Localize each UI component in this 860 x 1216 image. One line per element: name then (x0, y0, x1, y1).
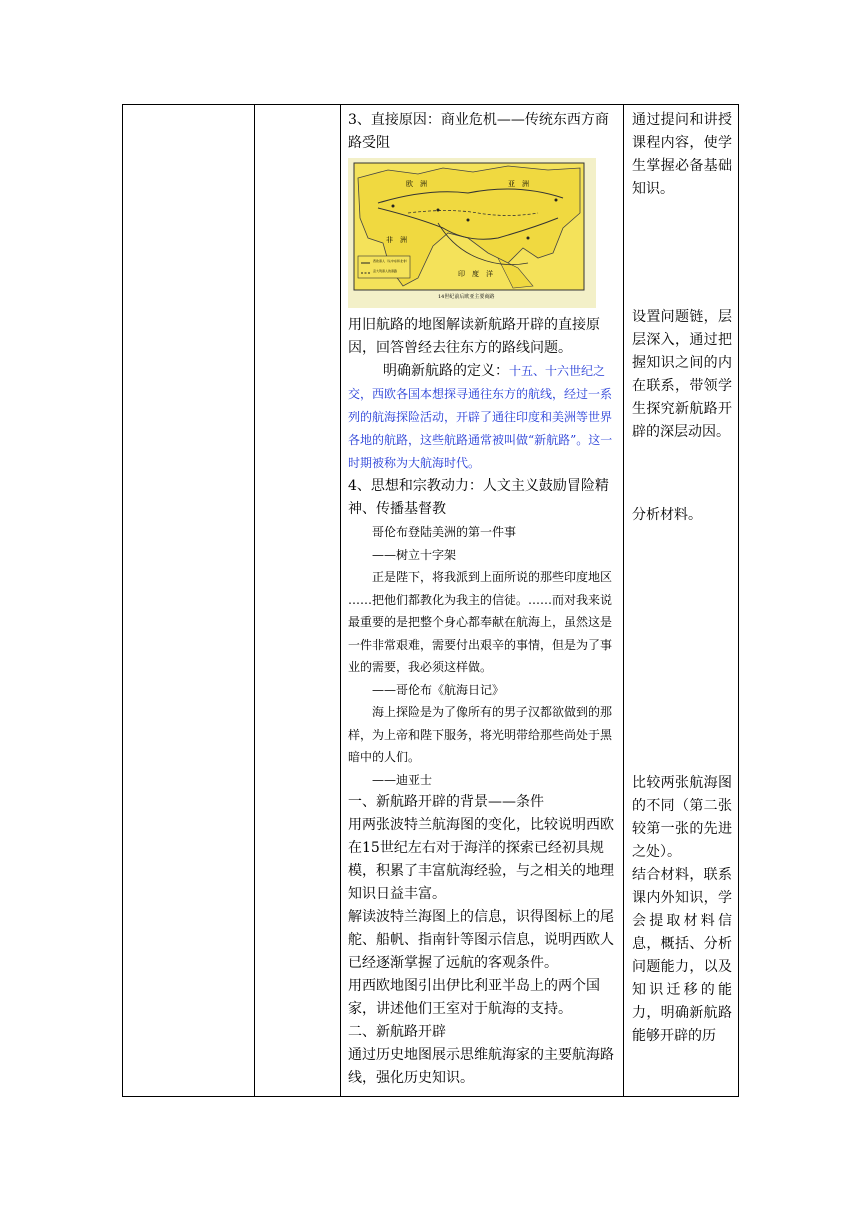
empty-cell-2 (255, 105, 341, 1097)
trade-route-map-graphic (348, 158, 596, 308)
section-2-paragraph: 通过历史地图展示思维航海家的主要航海路线，强化历史知识。 (348, 1047, 614, 1086)
definition-paragraph (348, 360, 618, 475)
note-1: 通过提问和讲授课程内容，使学生掌握必备基础知识。 (632, 112, 732, 197)
definition-text: 十五、十六世纪之交，西欧各国本想探寻通往东方的航线，经过一系列的航海探险活动，开辟了通往印度和美洲等世界各地的航路，这些航路通常被叫做“新航路”。这一时期被称为大航海时代。 (348, 364, 613, 470)
map-reading-text: 用旧航路的地图解读新航路开辟的直接原因，回答曾经去往东方的路线问题。 (348, 317, 600, 356)
table-row (123, 105, 739, 1097)
quote-3-source: ——迪亚士 (372, 772, 433, 787)
section-1-paragraph-a: 用两张波特兰航海图的变化，比较说明西欧在15世纪左右对于海洋的探索已经初具规模，积累了丰富航海经验，与之相关的地理知识日益丰富。 (348, 817, 614, 902)
map-label-africa: 非 洲 (386, 236, 407, 244)
quote-1-title: 哥伦布登陆美洲的第一件事 (372, 525, 517, 539)
map-legend-line-1: 西欧商人（从中东和北非） (373, 259, 410, 263)
quote-2-text: 正是陛下，将我派到上面所说的那些印度地区 ……把他们都教化为我主的信徒。……而对我来说最重要的是把整个身心都奉献在航海上，虽然这是一件非常艰难，需要付出艰辛的事情，但是为了事业的需要，我必须这样做。 (348, 570, 613, 674)
lesson-plan-table (122, 104, 739, 1097)
map-label-europe: 欧 洲 (406, 180, 427, 188)
map-label-asia: 亚 洲 (508, 180, 529, 188)
note-5: 结合材料，联系课内外知识，学会提取材料信息，概括、分析问题能力，以及知识迁移的能力，明确新航路能够开辟的历 (632, 867, 732, 1044)
section-1-title: 一、新航路开辟的背景——条件 (348, 794, 544, 810)
source-material (348, 521, 618, 791)
note-2: 设置问题链，层层深入，通过把握知识之间的内在联系，带领学生探究新航路开辟的深层动因。 (632, 309, 732, 440)
empty-cell-1 (123, 105, 255, 1097)
map-legend-line-2: 意大利商人的商路 (373, 269, 398, 273)
note-4: 比较两张航海图的不同（第二张较第一张的先进之处）。 (632, 775, 732, 860)
section-2-title: 二、新航路开辟 (348, 1024, 446, 1040)
teaching-content-cell (341, 105, 624, 1097)
section-4-heading: 4、思想和宗教动力：人文主义鼓励冒险精神、传播基督教 (348, 478, 609, 517)
quote-1-subtitle: ——树立十字架 (372, 547, 457, 562)
map-label-indian-ocean: 印 度 洋 (458, 270, 493, 278)
section-1-paragraph-b: 解读波特兰海图上的信息，识得图标上的尾舵、船帆、指南针等图示信息，说明西欧人已经逐渐掌握了远航的客观条件。 (348, 909, 614, 971)
quote-3-text: 海上探险是为了像所有的男子汉都欲做到的那样，为上帝和陛下服务，将光明带给那些尚处于黑暗中的人们。 (348, 705, 613, 764)
trade-route-map (348, 158, 596, 308)
design-intent-cell (624, 105, 739, 1097)
section-3-heading: 3、直接原因：商业危机——传统东西方商路受阻 (348, 112, 609, 151)
map-caption: 14世纪前后欧亚主要商路 (438, 294, 495, 300)
section-1-paragraph-c: 用西欧地图引出伊比利亚半岛上的两个国家，讲述他们王室对于航海的支持。 (348, 978, 600, 1017)
definition-intro: 明确新航路的定义： (383, 363, 509, 379)
note-3: 分析材料。 (632, 507, 702, 523)
quote-2-source: ——哥伦布《航海日记》 (372, 682, 505, 697)
